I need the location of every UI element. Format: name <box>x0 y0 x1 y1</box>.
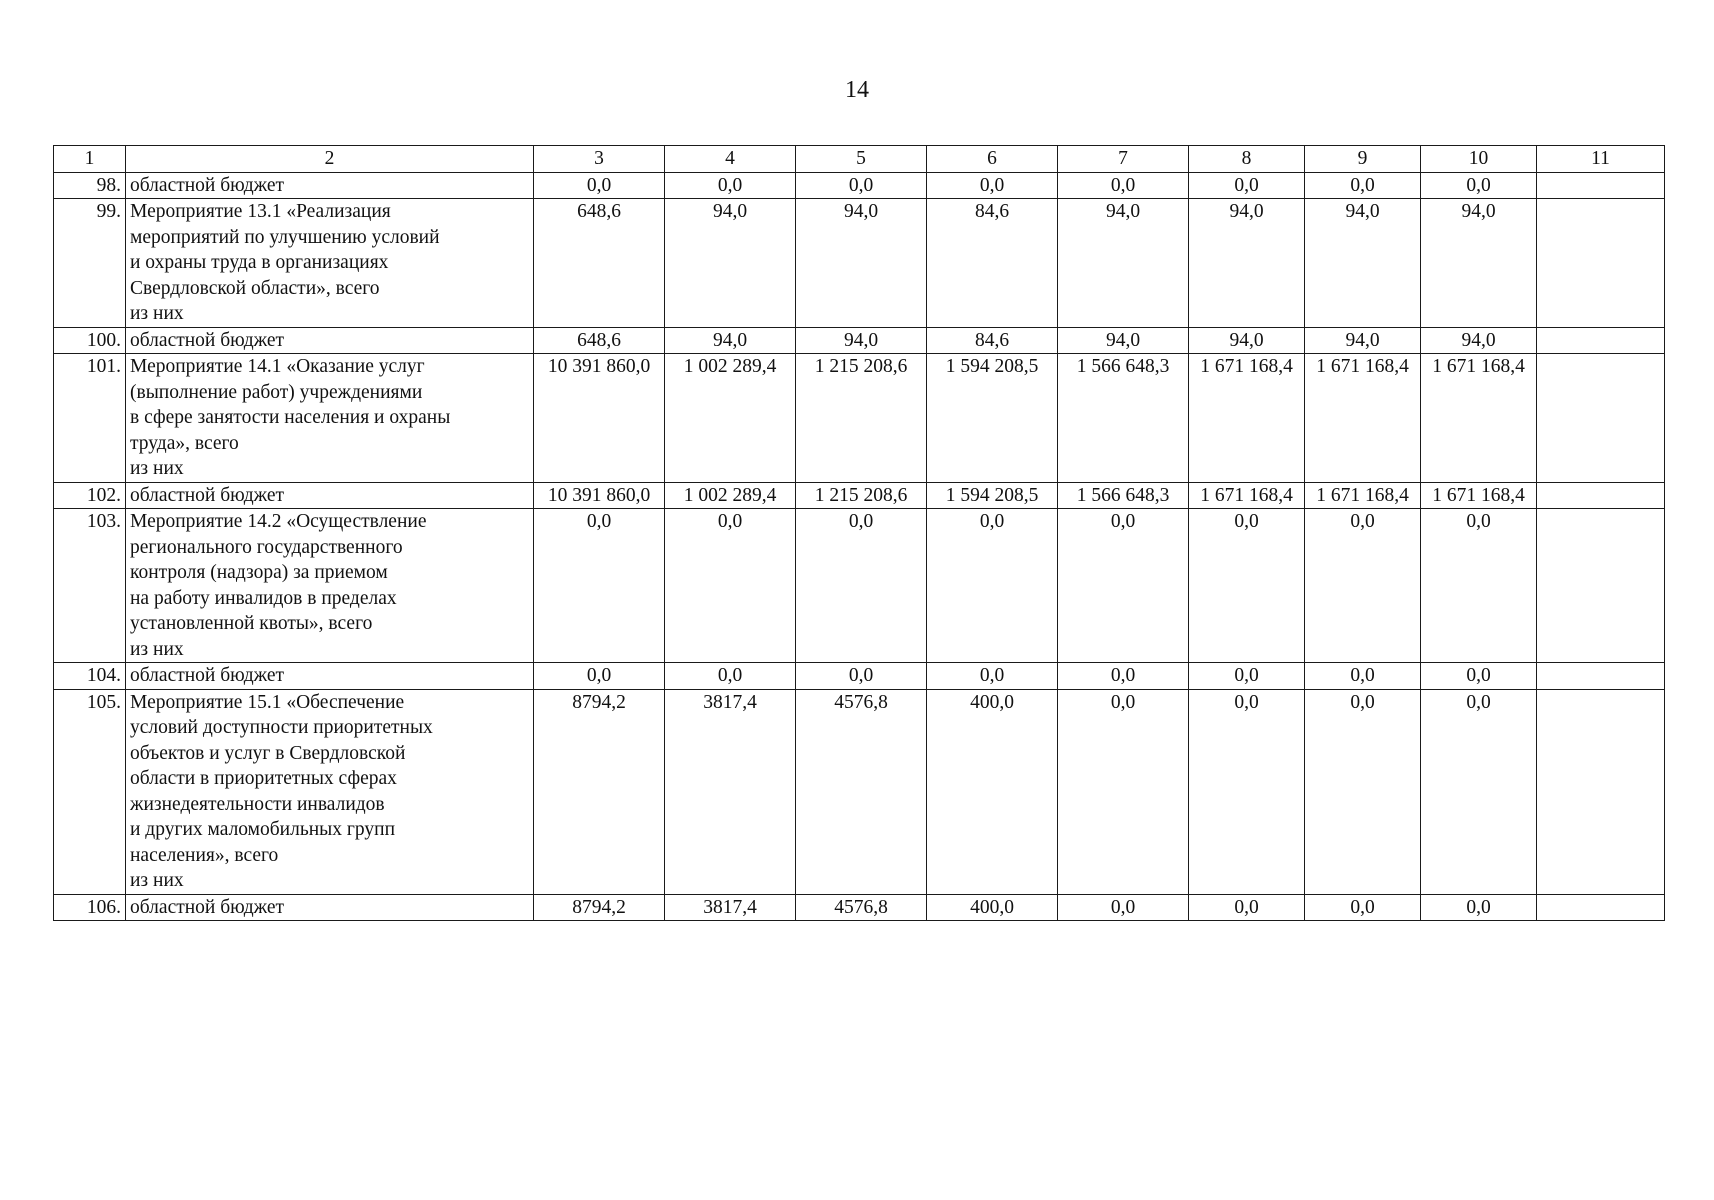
value-cell-col-9: 0,0 <box>1305 663 1421 690</box>
value-cell-col-4: 1 002 289,4 <box>665 482 796 509</box>
row-number: 99. <box>54 199 126 328</box>
table-row <box>54 199 1665 328</box>
value-cell-col-11 <box>1537 509 1665 663</box>
value-cell-col-3: 648,6 <box>534 327 665 354</box>
description-line: контроля (надзора) за приемом <box>130 562 388 583</box>
description-line: из них <box>130 870 184 891</box>
description-line: условий доступности приоритетных <box>130 717 433 738</box>
value-cell-col-10: 0,0 <box>1421 172 1537 199</box>
column-header-2: 2 <box>126 146 534 173</box>
table-row <box>54 482 1665 509</box>
value-cell-col-11 <box>1537 663 1665 690</box>
value-cell-col-5: 0,0 <box>796 663 927 690</box>
value-cell-col-8: 1 671 168,4 <box>1189 354 1305 483</box>
description-line: из них <box>130 303 184 324</box>
value-cell-col-4: 3817,4 <box>665 894 796 921</box>
value-cell-col-4: 0,0 <box>665 172 796 199</box>
page-number: 14 <box>845 77 869 103</box>
value-cell-col-8: 94,0 <box>1189 327 1305 354</box>
description-line: Мероприятие 14.2 «Осуществление <box>130 511 427 532</box>
value-cell-col-6: 84,6 <box>927 199 1058 328</box>
description-line: (выполнение работ) учреждениями <box>130 381 423 403</box>
value-cell-col-7: 1 566 648,3 <box>1058 354 1189 483</box>
table-row <box>54 327 1665 354</box>
value-cell-col-6: 400,0 <box>927 689 1058 894</box>
description-line: областной бюджет <box>130 174 285 196</box>
row-number: 103. <box>54 509 126 663</box>
row-description <box>126 509 534 663</box>
value-cell-col-10: 94,0 <box>1421 199 1537 328</box>
value-cell-col-3: 10 391 860,0 <box>534 354 665 483</box>
column-header-11: 11 <box>1537 146 1665 173</box>
value-cell-col-5: 0,0 <box>796 172 927 199</box>
value-cell-col-11 <box>1537 327 1665 354</box>
description-line: регионального государственного <box>130 536 403 558</box>
value-cell-col-10: 0,0 <box>1421 689 1537 894</box>
value-cell-col-4: 0,0 <box>665 509 796 663</box>
value-cell-col-9: 0,0 <box>1305 894 1421 921</box>
table-body <box>54 172 1665 921</box>
value-cell-col-5: 1 215 208,6 <box>796 354 927 483</box>
description-line: установленной квоты», всего <box>130 613 373 634</box>
description-line: Мероприятие 13.1 «Реализация <box>130 201 391 222</box>
row-number: 106. <box>54 894 126 921</box>
value-cell-col-5: 94,0 <box>796 199 927 328</box>
description-line: областной бюджет <box>130 896 285 918</box>
value-cell-col-8: 0,0 <box>1189 172 1305 199</box>
column-header-5: 5 <box>796 146 927 173</box>
value-cell-col-9: 0,0 <box>1305 509 1421 663</box>
row-description <box>126 894 534 921</box>
value-cell-col-3: 0,0 <box>534 509 665 663</box>
value-cell-col-5: 4576,8 <box>796 894 927 921</box>
value-cell-col-6: 0,0 <box>927 509 1058 663</box>
value-cell-col-7: 1 566 648,3 <box>1058 482 1189 509</box>
row-description <box>126 172 534 199</box>
description-line: области в приоритетных сферах <box>130 768 397 789</box>
column-header-3: 3 <box>534 146 665 173</box>
value-cell-col-10: 0,0 <box>1421 509 1537 663</box>
table-row <box>54 509 1665 663</box>
row-number: 102. <box>54 482 126 509</box>
value-cell-col-8: 0,0 <box>1189 663 1305 690</box>
description-line: и других маломобильных групп <box>130 819 396 840</box>
table-row <box>54 689 1665 894</box>
column-header-9: 9 <box>1305 146 1421 173</box>
column-header-8: 8 <box>1189 146 1305 173</box>
value-cell-col-11 <box>1537 689 1665 894</box>
description-line: из них <box>130 458 184 479</box>
column-header-4: 4 <box>665 146 796 173</box>
row-description <box>126 327 534 354</box>
value-cell-col-10: 0,0 <box>1421 894 1537 921</box>
value-cell-col-5: 4576,8 <box>796 689 927 894</box>
value-cell-col-6: 1 594 208,5 <box>927 354 1058 483</box>
description-line: труда», всего <box>130 432 239 454</box>
description-line: в сфере занятости населения и охраны <box>130 407 451 428</box>
value-cell-col-9: 0,0 <box>1305 172 1421 199</box>
value-cell-col-6: 400,0 <box>927 894 1058 921</box>
value-cell-col-10: 94,0 <box>1421 327 1537 354</box>
value-cell-col-8: 94,0 <box>1189 199 1305 328</box>
description-line: областной бюджет <box>130 484 285 506</box>
value-cell-col-9: 1 671 168,4 <box>1305 354 1421 483</box>
value-cell-col-9: 94,0 <box>1305 199 1421 328</box>
description-line: мероприятий по улучшению условий <box>130 226 440 248</box>
value-cell-col-7: 94,0 <box>1058 199 1189 328</box>
row-number: 101. <box>54 354 126 483</box>
row-number: 104. <box>54 663 126 690</box>
column-header-10: 10 <box>1421 146 1537 173</box>
description-line: из них <box>130 638 184 660</box>
value-cell-col-8: 1 671 168,4 <box>1189 482 1305 509</box>
value-cell-col-9: 94,0 <box>1305 327 1421 354</box>
value-cell-col-6: 0,0 <box>927 663 1058 690</box>
value-cell-col-11 <box>1537 482 1665 509</box>
value-cell-col-9: 1 671 168,4 <box>1305 482 1421 509</box>
value-cell-col-7: 94,0 <box>1058 327 1189 354</box>
value-cell-col-3: 648,6 <box>534 199 665 328</box>
value-cell-col-3: 10 391 860,0 <box>534 482 665 509</box>
value-cell-col-10: 0,0 <box>1421 663 1537 690</box>
value-cell-col-8: 0,0 <box>1189 894 1305 921</box>
value-cell-col-3: 8794,2 <box>534 894 665 921</box>
value-cell-col-6: 1 594 208,5 <box>927 482 1058 509</box>
description-line: на работу инвалидов в пределах <box>130 587 397 609</box>
row-description <box>126 689 534 894</box>
description-line: Свердловской области», всего <box>130 277 380 299</box>
value-cell-col-4: 1 002 289,4 <box>665 354 796 483</box>
value-cell-col-7: 0,0 <box>1058 509 1189 663</box>
value-cell-col-3: 8794,2 <box>534 689 665 894</box>
column-header-1: 1 <box>54 146 126 173</box>
description-line: населения», всего <box>130 844 279 866</box>
value-cell-col-8: 0,0 <box>1189 509 1305 663</box>
value-cell-col-9: 0,0 <box>1305 689 1421 894</box>
row-number: 100. <box>54 327 126 354</box>
description-line: и охраны труда в организациях <box>130 252 389 273</box>
value-cell-col-3: 0,0 <box>534 663 665 690</box>
value-cell-col-6: 0,0 <box>927 172 1058 199</box>
header-row <box>54 146 1665 173</box>
table-row <box>54 172 1665 199</box>
row-description <box>126 663 534 690</box>
row-description <box>126 199 534 328</box>
value-cell-col-7: 0,0 <box>1058 172 1189 199</box>
value-cell-col-11 <box>1537 199 1665 328</box>
value-cell-col-4: 94,0 <box>665 327 796 354</box>
value-cell-col-7: 0,0 <box>1058 689 1189 894</box>
value-cell-col-4: 0,0 <box>665 663 796 690</box>
description-line: областной бюджет <box>130 665 285 686</box>
column-header-7: 7 <box>1058 146 1189 173</box>
value-cell-col-4: 94,0 <box>665 199 796 328</box>
value-cell-col-4: 3817,4 <box>665 689 796 894</box>
value-cell-col-7: 0,0 <box>1058 894 1189 921</box>
row-description <box>126 354 534 483</box>
column-header-6: 6 <box>927 146 1058 173</box>
table-row <box>54 894 1665 921</box>
table-row <box>54 663 1665 690</box>
value-cell-col-7: 0,0 <box>1058 663 1189 690</box>
description-line: жизнедеятельности инвалидов <box>130 793 385 815</box>
row-number: 98. <box>54 172 126 199</box>
value-cell-col-11 <box>1537 354 1665 483</box>
value-cell-col-5: 1 215 208,6 <box>796 482 927 509</box>
value-cell-col-5: 94,0 <box>796 327 927 354</box>
budget-table <box>53 145 1665 921</box>
row-description <box>126 482 534 509</box>
value-cell-col-10: 1 671 168,4 <box>1421 482 1537 509</box>
value-cell-col-3: 0,0 <box>534 172 665 199</box>
value-cell-col-10: 1 671 168,4 <box>1421 354 1537 483</box>
value-cell-col-6: 84,6 <box>927 327 1058 354</box>
description-line: объектов и услуг в Свердловской <box>130 742 406 764</box>
table-row <box>54 354 1665 483</box>
description-line: Мероприятие 14.1 «Оказание услуг <box>130 356 425 377</box>
value-cell-col-11 <box>1537 172 1665 199</box>
description-line: Мероприятие 15.1 «Обеспечение <box>130 691 405 713</box>
value-cell-col-11 <box>1537 894 1665 921</box>
row-number: 105. <box>54 689 126 894</box>
value-cell-col-8: 0,0 <box>1189 689 1305 894</box>
value-cell-col-5: 0,0 <box>796 509 927 663</box>
description-line: областной бюджет <box>130 329 285 351</box>
